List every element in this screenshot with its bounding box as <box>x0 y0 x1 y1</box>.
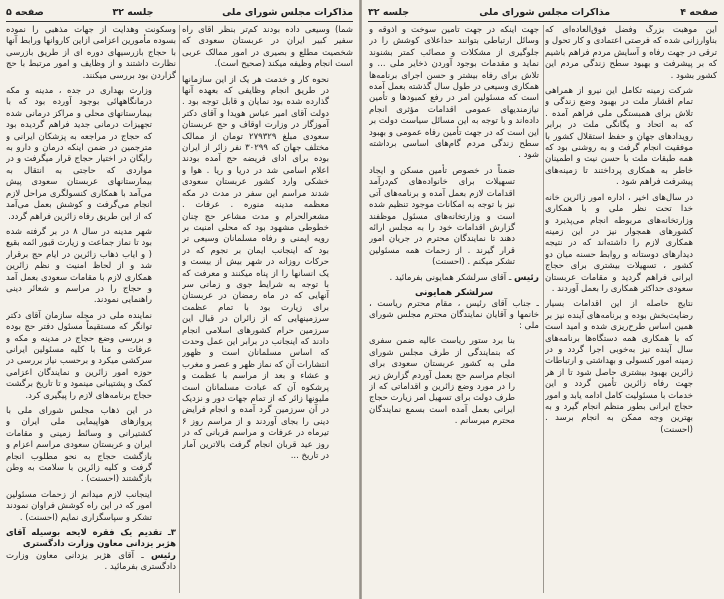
page-left <box>0 0 359 599</box>
speaker-name: رئیس <box>151 550 176 561</box>
header-rule <box>6 21 353 22</box>
paragraph: اینجانب لازم میدانم از زحمات مسئولین امور که در این راه کوشش فراوان نمودند تشکر و سپاسگزاری نمایم (احسنت) . <box>6 489 152 523</box>
speaker-name: رئیس <box>514 272 539 283</box>
paragraph: شما) وسیعی داده بودند کم‌تر بنظر آقای راه سفیر کبیر ایران در عربستان سعودی که شخصیت مطلع و بصیری در امور ممالک عربی است انجام وظیفه میکند (صحیح است). <box>182 25 353 70</box>
page-number: صفحه ۵ <box>6 6 44 18</box>
session-label: جلسه ۳۲ <box>368 6 410 18</box>
header-rule <box>368 21 718 22</box>
text-column-left <box>369 25 539 595</box>
speech-text: ـ آقای سرلشکر همایونی بفرمائید . <box>389 272 512 283</box>
page-title: مذاکرات مجلس شورای ملی <box>479 6 611 18</box>
text-column-right <box>182 25 353 595</box>
text-column-left <box>6 25 176 595</box>
paragraph: وزارت بهداری در جده ، مدینه و مکه درمانگاههائی بوجود آورده بود که با بیمارستانهای محلی و مراکز درمانی شده تجهیزات درمانی جدید فراهم گردیده بود که حجاج در مراجعه به پزشکان ایرانی و مترجمین در ضمن اینکه درمان و دارو به رایگان در اختیار حجاج قرار میگرفت و در مواردی که حاجتی به انتقال به بیمارستانهای عربستان سعودی پیش می‌آمد با همکاری کنسولگری مراحل لازم انجام می‌گرفت و کوشش بعمل می‌آمد که از این طریق رفاه زائرین فراهم گردد. <box>6 86 152 222</box>
column-divider <box>543 25 544 593</box>
agenda-item-title: ۳ـ تقدیم یک فقره لایحه بوسیله آقای هژبر یزدانی معاون وزارت دادگستری <box>6 528 176 550</box>
paragraph: این موهبت بزرگ وفضل فوق‌العاده‌ای که بناوارزانی شده که فرصتی اعتمادی و کار تحول و ترقی در جهت رفاه و آسایش مردم فراهم باشیم که بر پیشرفت و بهبود سطح زندگی مردم این کشور بشود . <box>545 25 717 81</box>
paragraph: در سال‌های اخیر ، اداره امور زائرین خانه خدا تحت نظر ملی و با همکاری وزارتخانه‌های مربوطه انجام می‌پذیرد و کشورهای همجوار نیز در این زمینه همکاری لازم را داشته‌اند که در نتیجه دیدارهای دوستانه و روابط حسنه میان دو کشور ، تسهیلات بیشتری برای حجاج ایرانی فراهم گردید و مقامات عربستان سعودی حداکثر همکاری را بعمل آوردند . <box>545 192 693 294</box>
paragraph: جهت اینکه در جهت تأمین سوخت و آذوقه و وسائل ارتباطی بتوانند حداعلای کوشش را در جلوگیری از مشکلات و مصائب کمتر بشنوند نماید و مقدمات بوجود آوردن ذخایر ملی ... و تلاش برای رفاه بیشتر و حسن اجرای برنامه‌ها همکاری وسیعی در طول سال گذشته بعمل آمده است که مسئولین امر در رفع کمبودها و تأمین نیازمندیهای عمومی اقدامات مؤثری انجام داده‌اند و با توجه به این مسائل سیاست دولت بر این است که در جهت تأمین رفاه عمومی و بهبود سطح زندگی مردم گام‌های اساسی برداشته شود . <box>369 25 539 161</box>
paragraph: نماینده ملی در مجله سازمان آقای دکتر توانگر که مستقیماً مسئول دفتر حج بوده و بررسی وضع حجاج در مدینه و مکه و عرفات و منا با کلیه مسئولین ایرانی سرکشی میکرد و برحسب نیاز بررسی در حوزه امور زائرین و نمایندگان اعزامی کمک و پشتیبانی مینمود و تا تاریخ برگشت حجاج برنامه‌های لازم را پیگیری کرد. <box>6 310 152 401</box>
page-title: مذاکرات مجلس شورای ملی <box>222 6 353 18</box>
page-number: صفحه ۴ <box>680 6 718 18</box>
speech-text: ـ آقای هژبر یزدانی معاون وزارت دادگستری بفرمائید . <box>6 550 176 573</box>
paragraph: در این ذهاب مجلس شورای ملی با پروازهای هواپیمایی ملی ایران و کشتیرانی و وسائط زمینی و مقامات ایران و عربستان سعودی مراسم اعزام و بازگشت حجاج به نحو مطلوب انجام گرفت و کلیه زائرین با سلامت به وطن بازگشتند (احسنت) . <box>6 406 152 485</box>
paragraph: شرکت زمینه تکامل این نیرو از همراهی تمام اقشار ملت در بهبود وضع زندگی و تلاش برای همبستگی ملی فراهم آمده . که به اتحاد و یگانگی ملت در برابر رویدادهای جهان و حفظ استقلال کشور با موفقیت انجام گرفت و به روشنی بود که همه طبقات ملت با حسن نیت و اطمینان خاطر به همکاری پرداختند تا زمینه‌های پیشرفت فراهم شود . <box>545 86 693 188</box>
speaker-heading: سرلشکر همایونی <box>414 287 494 298</box>
page-right <box>362 0 724 599</box>
page-header <box>368 4 718 20</box>
paragraph: بنا برد ستور ریاست عالیه ضمن سفری که بنمایندگی از طرف مجلس شورای ملی به کشور عربستان سعودی برای انجام مراسم حج بعمل آوردم گزارش زیر را در مورد وضع زائرین و اقداماتی که از طرف دولت برای تسهیل امر زیارت حجاج ایرانی بعمل آمده است بسمع نمایندگان محترم میرسانم . <box>369 336 515 427</box>
speech-text: ـ جناب آقای رئیس ، مقام محترم ریاست ، خانمها و آقایان نمایندگان محترم مجلس شورای ملی : <box>369 299 539 332</box>
page-header <box>6 4 353 20</box>
text-column-right <box>545 25 717 595</box>
paragraph: شهر مدینه در سال ۸ در بر گرفته شده بود تا نماز جماعت و زیارت قبور ائمه بقیع ( و ایاب ذهاب زائرین در ایام حج برقرار شد و از لحاظ امنیت و نظم زائرین همکاری لازم با مقامات سعودی بعمل آمد و حجاج را در مراسم و شعائر دینی راهنمایی نمودند. <box>6 226 152 306</box>
paragraph: ضمناً در خصوص تأمین مسکن و ایجاد تسهیلات برای خانواده‌های کم‌درآمد اقدامات لازم بعمل آمده و برنامه‌های آتی نیز با توجه به امکانات موجود تنظیم شده است و وزارتخانه‌های مسئول موظفند گزارش اقدامات خود را به مجلس ارائه دهند تا نمایندگان محترم در جریان امور قرار گیرند . از زحمات همه مسئولین تشکر میکنم . (احسنت) <box>369 165 515 268</box>
paragraph: نحوه کار و خدمت هر یک از این سازمانها در طریق انجام وظایفی که بعهده آنها گذارده شده بود نمایان و قابل توجه بود . دولت آقای امیر عباس هویدا و آقای دکتر آموزگار در وزارت اوقاف و حج عربستان سعودی مبلغ ۲۷۹۳۲۹ تومان از ممالک مختلف جهان که ۳۰۲۹۹ نفر زائر از ایران بوده برای ادای فریضه حج آمده بودند اعلام اسامی شد در دریا و ریا . هوا و خشکی وارد کشور عربستان سعودی شدند مراسم این سفر در مدت در مکه معظمه مدینه منوره . عرفات . مشعرالحرام و مدت مشاعر حج چنان خطوطی مشهود بود که محلی امنیت بر رویه ایمنی و رفاه مسلمانان وسیعی تر بود که اینجانب ایمان بر نجوم که در حرکات روزانه در شهر بیش از بیست و یک انسانها را از پناه میکنند و معرفت که با توجه به شرایط جوی و زمانی سر آنهایی که در ماه رمضان در عربستان برای زیارت بود با تمام عظمت سرزمینهایی که از زائران در قبال این سرزمین حرام کشورهای اسلامی انجام دادند که اینجانب در برابر این عمل وحدت که اساس مسلمانان است و ظهور انتشارات آن که نماز ظهر و عصر و مغرب و عشاء و بعد از مراسم با عظمت و پرشکوه آن که عبادت مسلمانان است ملیونها زائر که از تمام جهات دور و نزدیک در آن سرزمین گرد آمده و انجام فرایض دینی را بجای آوردند و از مراسم روز ۶ تیرماه در عرفات و مراسم قربانی که در روز عید قربان انجام گرفت بالاترین آمار در تاریخ ... <box>182 74 329 462</box>
column-divider <box>179 25 180 593</box>
paragraph: وسکونت وهدایت از جهات مذهبی را نموده بسوده مأمورین اعزامی ازاین کاروانها ورابط آنها با حجاج بازرسیهای دوره ای از طریق بازرسی نظارت داشتند و از وظایف و امور مرتبط با حج گزاردن بود بررسی میکنند. <box>6 25 176 81</box>
paragraph: نتایج حاصله از این اقدامات بسیار رضایت‌بخش بوده و برنامه‌های آینده نیز بر همین اساس طرح‌ریزی شده و امید است که با همکاری همه دستگاه‌ها برنامه‌های سال آینده نیز به‌خوبی اجرا گردد و در زمینه امور کنسولی و بهداشتی و ارتباطات زائرین بهبود بیشتری حاصل شود تا از هر جهت رفاه زائرین تأمین گردد و این خدمات با مسئولیت کامل ادامه یابد و امور حجاج ایرانی بطور منظم انجام گیرد و به بهترین وجه ممکن به انجام برسد . (احسنت) <box>545 299 693 435</box>
session-label: جلسه ۳۲ <box>112 6 154 18</box>
